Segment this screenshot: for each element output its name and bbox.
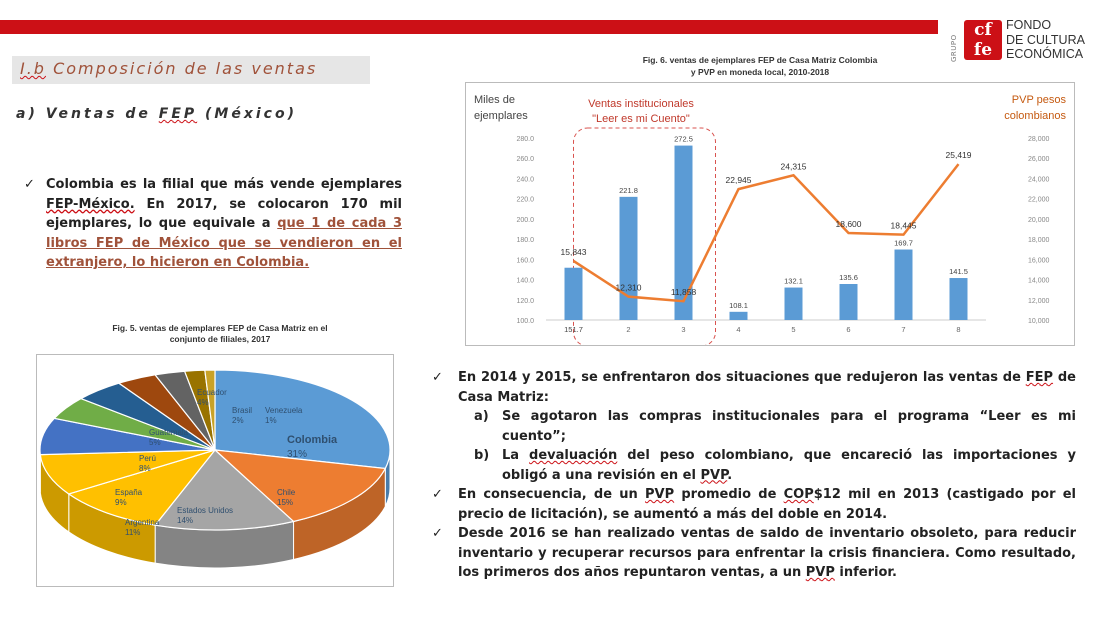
right-axis-tick: 22,000 [1028,196,1050,204]
colombia-bullet: ✓ Colombia es la filial que más vende ejemplares FEP-México. En 2017, se colocaron 170 mil ejemplares, lo que equivale a que 1 de cada 3 libros FEP de México que se vendieron en el extranjero, lo hicieron en Colombia. [24,177,402,270]
pie-pct-label: 15% [277,498,294,507]
line-value-label: 24,315 [780,161,807,172]
left-axis-tick: 140.0 [516,277,534,285]
line-value-label: 15,843 [560,246,587,257]
checkmark-icon: ✓ [24,177,35,192]
category-label: 6 [846,325,851,334]
sub-bullet-b: b) La devaluación del peso colombiano, que encareció las importaciones y obligó a una revisión en el PVP. [474,448,1076,483]
pie-pct-label: 4% [197,398,209,407]
left-axis-tick: 280.0 [516,136,534,143]
right-axis-tick: 18,000 [1028,237,1050,245]
annotation-line2: "Leer es mi Cuento" [592,113,690,125]
line-value-label: 11,858 [670,287,697,298]
category-label: 3 [681,325,686,334]
bar-value-label: 272.5 [674,134,693,144]
bar [950,278,968,320]
bar-value-label: 132.1 [784,276,803,286]
pie-pct-label: 14% [177,516,194,525]
right-axis-tick: 12,000 [1028,297,1050,305]
pie-pct-label: 11% [125,528,141,537]
logo-grupo-text: GRUPO [950,34,958,62]
right-axis-label: PVP pesos [1011,94,1066,106]
category-label: 8 [956,325,961,334]
pie-label: Colombia [287,434,338,446]
left-axis-tick: 200.0 [516,216,534,224]
pie-label: Venezuela [265,406,303,415]
right-axis-tick: 28,000 [1028,136,1050,143]
pie-pct-label: 5% [149,438,161,447]
bullet-desde-2016: ✓ Desde 2016 se han realizado ventas de saldo de inventario obsoleto, para reducir inventario y recuperar recursos para enfrentar la crisis financiera. Como resultado, los primeros dos años repuntaron ventas, a un PVP inferior. [432,526,1076,580]
left-axis-tick: 260.0 [516,156,534,164]
line-value-label: 18,445 [890,220,917,231]
pie-label: Argentina [125,518,160,527]
left-axis-tick: 100.0 [516,318,534,325]
bar [620,197,638,320]
right-axis-label-2: colombianos [1004,110,1066,122]
highlight-text: que 1 de cada 3 libros FEP de México que se vendieron en el extranjero, lo hicieron en Colombia. [46,216,402,270]
right-bullets [432,368,1076,583]
bar-line-chart [465,82,1075,346]
left-axis-tick: 120.0 [516,297,534,305]
bar-value-label: 135.6 [839,273,858,283]
pie-label: Ecuador [197,388,227,397]
fce-logo [950,16,1110,66]
pie-label: Guatemala [149,428,189,437]
annotation-dashed-box [574,128,716,345]
bar [565,268,583,320]
category-label: 2 [626,325,631,334]
left-axis-tick: 240.0 [516,176,534,184]
pie-label: Brasil [232,406,253,415]
left-axis-label: Miles de [474,94,515,106]
fce-logo-mark-icon: cf fe [964,20,1002,60]
right-axis-tick: 16,000 [1028,257,1050,265]
bar-value-label: 141.5 [949,267,968,277]
bar [785,288,803,320]
line-value-label: 12,310 [615,282,642,293]
pie-pct-label: 31% [287,449,308,460]
bar [730,312,748,320]
logo-wordmark: FONDO DE CULTURA ECONÓMICA [1006,18,1085,61]
pie-pct-label: 8% [139,464,151,473]
left-axis-tick: 220.0 [516,196,534,204]
bar [840,284,858,320]
pie-label: Chile [277,488,296,497]
pie-chart-svg [37,355,393,586]
section-title [12,56,370,84]
annotation-line1: Ventas institucionales [588,98,694,110]
bar-value-label: 151.7 [564,325,583,334]
right-axis-tick: 24,000 [1028,176,1050,184]
right-axis-tick: 14,000 [1028,277,1050,285]
line-value-label: 25,419 [945,150,972,161]
left-axis-tick: 180.0 [516,237,534,245]
right-axis-tick: 20,000 [1028,216,1050,224]
checkmark-icon: ✓ [432,370,443,385]
pie-label: Estados Unidos [177,506,234,515]
checkmark-icon: ✓ [432,487,443,502]
left-axis-tick: 160.0 [516,257,534,265]
subsection-title: a) Ventas de FEP (México) [16,106,297,122]
pie-pct-label: 9% [115,498,127,507]
sub-bullet-a: a) Se agotaron las compras institucionales para el programa “Leer es mi cuento”; [474,409,1076,444]
pie-pct-label: 1% [265,416,277,425]
fig6-title: Fig. 6. ventas de ejemplares FEP de Casa Matriz Colombia y PVP en moneda local, 2010-2018 [642,55,878,77]
category-label: 5 [791,325,796,334]
bar-value-label: 221.8 [619,185,638,195]
bar-value-label: 169.7 [894,238,913,248]
section-number: I.b [20,59,46,78]
bullet-consecuencia: ✓ En consecuencia, de un PVP promedio de COP$12 mil en 2013 (castigado por el precio de licitación), se aumentó a más del doble en 2014. [432,487,1077,522]
fig5-title: Fig. 5. ventas de ejemplares FEP de Casa Matriz en el conjunto de filiales, 2017 [112,323,328,344]
bar-line-chart-svg [466,83,1074,345]
pie-label: Perú [139,454,156,463]
category-label: 4 [736,325,741,334]
line-value-label: 22,945 [725,175,752,186]
pie-chart [36,354,394,587]
checkmark-icon: ✓ [432,526,443,541]
category-label: 7 [901,325,906,334]
header-red-bar [0,20,938,34]
pie-label: España [115,488,143,497]
bar-value-label: 108.1 [729,300,748,310]
bullet-2014-2015: ✓ En 2014 y 2015, se enfrentaron dos situaciones que redujeron las ventas de FEP de Casa Matriz: [432,370,1076,405]
right-axis-tick: 26,000 [1028,156,1050,164]
pie-pct-label: 2% [232,416,244,425]
line-value-label: 18,600 [835,219,862,230]
bar [895,250,913,320]
left-axis-label-2: ejemplares [474,110,528,122]
right-axis-tick: 10,000 [1028,318,1050,325]
section-title-text: Composición de las ventas [53,59,318,78]
